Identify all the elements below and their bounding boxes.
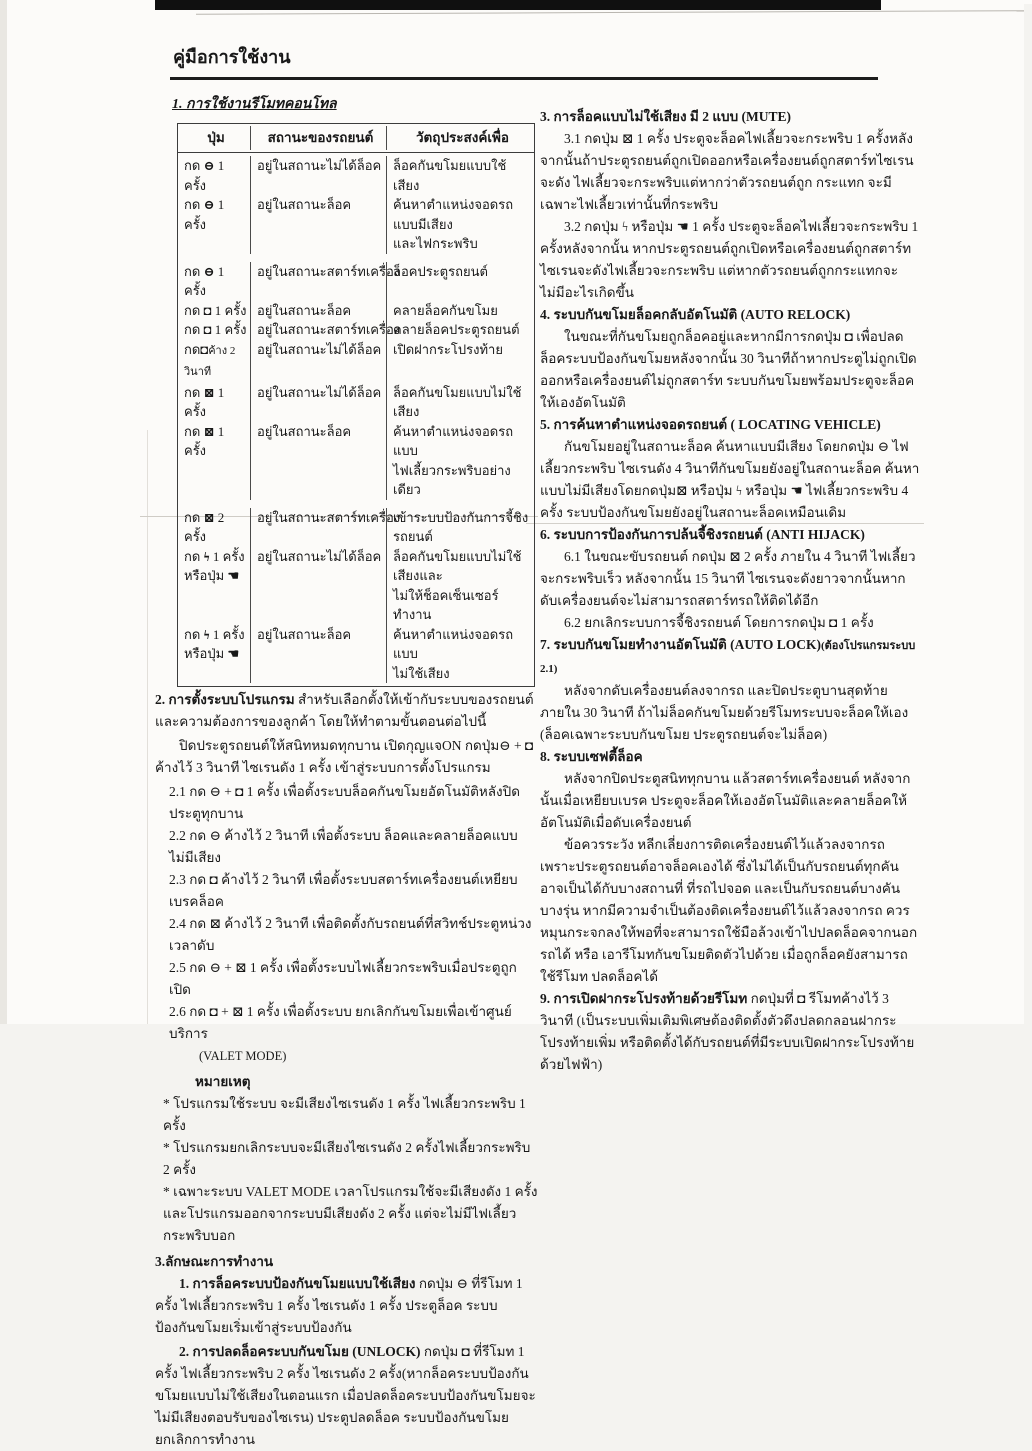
purpose-cell (386, 195, 534, 254)
section-2-lead-paragraph (155, 689, 538, 733)
table-row (178, 340, 534, 383)
count-label: 1 ครั้ง (212, 626, 245, 642)
status-cell: อยู่ในสถานะไม่ได้ล็อค (250, 156, 386, 195)
table-row (178, 547, 534, 625)
count-label: 1 ครั้ง (212, 548, 245, 564)
button-cell (178, 383, 250, 422)
program-step-2-4: 2.4 กด ⊠ ค้างไว้ 2 วินาที เพื่อติดตั้งกับรถยนต์ที่สวิทช์ประตูหน่วงเวลาดับ (169, 916, 532, 953)
count-label: 1 ครั้ง (184, 197, 225, 232)
table-row (178, 508, 534, 547)
trunk-release-text: กดปุ่มที่ ◘ รีโมทค้างไว้ 3 วินาที (เป็นระบบเพิ่มเติมพิเศษต้องติดตั้งตัวดึงปลดกลอนฝากระโปรงท้ายเพิ่ม หรือติดตั้งได้กับรถยนต์ที่มีระบบเปิดฝากระโปรงท้ายด้วยไฟฟ้า) (540, 991, 915, 1072)
press-label: กด (184, 626, 201, 642)
section-3-heading: 3.ลักษณะการทำงาน (155, 1254, 274, 1269)
trunk-release-paragraph (540, 988, 922, 1076)
status-cell: อยู่ในสถานะสตาร์ทเครื่อง (250, 262, 386, 301)
column-header-status: สถานะของรถยนต์ (250, 126, 386, 150)
purpose-cell: ล็อคกันขโมยแบบไม่ใช้เสียง (386, 383, 534, 422)
unlock-icon: ◘ (203, 322, 212, 337)
table-row (178, 383, 534, 422)
note-item: * โปรแกรมใช้ระบบ จะมีเสียงไซเรนดัง 1 ครั้ง ไฟเลี้ยวกระพริบ 1 ครั้ง (163, 1096, 526, 1133)
anti-hijack-paragraph-6-1: 6.1 ในขณะขับรถยนต์ กดปุ่ม ⊠ 2 ครั้ง ภายใน 4 วินาที ไฟเลี้ยวจะกระพริบเร็ว หลังจากนั้น 15 วินาที ไซเรนจะดังยาวจากนั้นหากดับเครื่องยนต์จะไม่สามารถสตาร์ทรถให้ติดได้อีก (540, 549, 916, 608)
purpose-cell (386, 422, 534, 500)
mute-icon: ⊠ (203, 423, 215, 439)
mute-icon: ⊠ (203, 509, 215, 525)
status-cell: อยู่ในสถานะล็อค (250, 195, 386, 254)
button-cell (178, 301, 250, 321)
button-cell (178, 340, 250, 383)
unlock-operation-lead: 2. การปลดล็อคระบบกันขโมย (UNLOCK) (179, 1344, 421, 1359)
mute-paragraph-3-1: 3.1 กดปุ่ม ⊠ 1 ครั้ง ประตูจะล็อคไฟเลี้ยวจะกระพริบ 1 ครั้งหลังจากนั้นถ้าประตูรถยนต์ถูกเปิดออกหรือเครื่องยนต์ถูกสตาร์ทไซเรนจะดัง ไฟเลี้ยวจะกระพริบแต่หากว่าตัวรถยนต์ถูก กระแทก จะมีเฉพาะไฟเลี้ยวเท่านั้นที่กระพริบ (540, 131, 914, 212)
safety-lock-heading: 8. ระบบเซฟตี้ล็อค (540, 749, 643, 764)
table-row (178, 262, 534, 301)
auto-relock-heading: 4. ระบบกันขโมยล็อคกลับอัตโนมัติ (AUTO RELOCK) (540, 307, 851, 322)
table-row-gap (178, 500, 534, 508)
section-2-heading: 2. การตั้งระบบโปรแกรม (155, 692, 295, 707)
column-header-purpose: วัตถุประสงค์เพื่อ (386, 126, 534, 150)
purpose-cell (386, 547, 534, 625)
lock-operation-paragraph (155, 1273, 538, 1339)
unlock-icon: ◘ (203, 302, 212, 318)
program-step-2-6: 2.6 กด ◘ + ⊠ 1 ครั้ง เพื่อตั้งระบบ ยกเลิกกันขโมยเพื่อเข้าศูนย์บริการ (169, 1004, 512, 1041)
purpose-line: ค้นหาตำแหน่งจอดรถแบบ (393, 423, 514, 458)
count-label: 1 ครั้ง (184, 263, 225, 298)
press-label: กด (184, 341, 201, 357)
table-row-gap (178, 254, 534, 262)
purpose-cell: คลายล็อคกันขโมย (386, 301, 534, 321)
press-label: กด (184, 197, 201, 212)
status-cell: อยู่ในสถานะล็อค (250, 301, 386, 321)
lock-icon: ⊖ (203, 197, 215, 212)
scan-left-margin (0, 0, 7, 1024)
button-cell (178, 320, 250, 340)
anti-hijack-paragraph-6-2: 6.2 ยกเลิกระบบการจี้ชิงรถยนต์ โดยการกดปุ่ม ◘ 1 ครั้ง (564, 615, 874, 630)
program-step-2-1: 2.1 กด ⊖ + ◘ 1 ครั้ง เพื่อตั้งระบบล็อคกันขโมยอัตโนมัติหลังปิดประตูทุกบาน (169, 784, 520, 821)
purpose-cell: เข้าระบบป้องกันการจี้ชิงรถยนต์ (386, 508, 534, 547)
table-header-separator (178, 152, 534, 153)
press-label: กด (184, 509, 201, 525)
hold-label: ค้าง 2 วินาที (184, 344, 236, 378)
press-label: กด (184, 384, 201, 400)
valet-mode-label: (VALET MODE) (199, 1049, 287, 1063)
auto-lock-paragraph: หลังจากดับเครื่องยนต์ลงจากรถ และปิดประตูบานสุดท้าย ภายใน 30 วินาที ถ้าไม่ล็อคกันขโมยด้วยรีโมทระบบจะล็อคให้เอง (ล็อคเฉพาะระบบกันขโมย ประตูรถยนต์จะไม่ล็อค) (540, 683, 909, 742)
purpose-cell: คลายล็อคประตูรถยนต์ (386, 320, 534, 340)
column-header-button: ปุ่ม (207, 130, 225, 145)
mute-paragraph-3-2: 3.2 กดปุ่ม ϟ หรือปุ่ม ☚ 1 ครั้ง ประตูจะล็อคไฟเลี้ยวจะกระพริบ 1 ครั้งหลังจากนั้น หากประตูรถยนต์ถูกเปิดหรือเครื่องยนต์ถูกสตาร์ท ไซเรนจะดังไฟเลี้ยวจะกระพริบ แต่หากตัวรถยนต์ถูกกระแทกจะไม่มีอะไรเกิดขึ้น (540, 219, 919, 300)
section-2-lead-text: สำหรับเลือกตั้งให้เข้ากับระบบของรถยนต์และความต้องการของลูกค้า โดยให้ทำตามขั้นตอนต่อไปนี้ (155, 692, 534, 729)
auto-relock-paragraph: ในขณะที่กันขโมยถูกล็อคอยู่และหากมีการกดปุ่ม ◘ เพื่อปลดล็อคระบบป้องกันขโมยหลังจากนั้น 30 วินาทีถ้าหากประตูไม่ถูกเปิดออกหรือเครื่องยนต์ไม่ถูกสตาร์ท ระบบกันขโมยพร้อมประตูจะล็อคให้เองอัตโนมัติ (540, 329, 917, 410)
button-cell (178, 625, 250, 684)
notes-heading: หมายเหตุ (195, 1074, 251, 1089)
status-cell: อยู่ในสถานะไม่ได้ล็อค (250, 547, 386, 625)
press-label: กด (184, 548, 201, 564)
safety-lock-caution-paragraph: ข้อควรระวัง หลีกเลี่ยงการติดเครื่องยนต์ไว้แล้วลงจากรถ เพราะประตูรถยนต์อาจล็อคเองได้ ซึ่งไม่ได้เป็นกับรถยนต์ทุกคัน อาจเป็นได้กับบางสถานที่ ที่รถไปจอด และเป็นกับรถยนต์บางคัน บางรุ่น หากมีความจำเป็นต้องติดเครื่องยนต์ไว้แล้วลงจากรถ ควรหมุนกระจกลงให้พอที่จะสามารถใช้มือล้วงเข้าไปปลดล็อคจากนอกรถได้ หรือ เอารีโมทกันขโมยติดตัวไปด้วย เมื่อถูกล็อคยังสามารถใช้รีโมท ปลดล็อคได้ (540, 837, 918, 984)
silent-icon: ϟ (203, 626, 210, 642)
program-step-2-5: 2.5 กด ⊖ + ⊠ 1 ครั้ง เพื่อตั้งระบบไฟเลี้ยวกระพริบเมื่อประตูถูกเปิด (169, 960, 517, 997)
count-label: 2 ครั้ง (184, 509, 225, 544)
count-label: 1 ครั้ง (214, 322, 247, 337)
purpose-line: ล็อคกันขโมยแบบไม่ใช้เสียงและ (393, 548, 522, 583)
auto-lock-heading-text: 7. ระบบกันขโมยทำงานอัตโนมัติ (AUTO LOCK) (540, 637, 821, 652)
scan-bar-notch (1024, 0, 1032, 4)
program-step-2-3: 2.3 กด ◘ ค้างไว้ 2 วินาที เพื่อตั้งระบบสตาร์ทเครื่องยนต์เหยียบเบรคล็อค (169, 872, 518, 909)
button-cell (178, 156, 250, 195)
auto-lock-heading (540, 634, 922, 680)
page-title: คู่มือการใช้งาน (173, 47, 291, 67)
status-cell: อยู่ในสถานะไม่ได้ล็อค (250, 340, 386, 383)
silent-icon: ϟ (203, 548, 210, 564)
purpose-line: และไฟกระพริบ (393, 236, 478, 251)
press-label: กด (184, 263, 201, 279)
purpose-line: ค้นหาตำแหน่งจอดรถแบบ (393, 626, 514, 661)
count-label: 1 ครั้ง (184, 158, 225, 193)
lock-operation-lead: 1. การล็อคระบบป้องกันขโมยแบบใช้เสียง (179, 1276, 416, 1291)
note-item: * โปรแกรมยกเลิกระบบจะมีเสียงไซเรนดัง 2 ครั้งไฟเลี้ยวกระพริบ 2 ครั้ง (163, 1140, 531, 1177)
purpose-line: ค้นหาตำแหน่งจอดรถ แบบมีเสียง (393, 197, 514, 232)
page-edge-line (147, 430, 148, 1024)
table-row (178, 320, 534, 340)
hand-icon: ☚ (227, 568, 240, 583)
count-label: 1 ครั้ง (184, 423, 225, 458)
purpose-cell: ล็อคประตูรถยนต์ (386, 262, 534, 301)
table-row (178, 195, 534, 254)
or-button-label: หรือปุ่ม (184, 568, 225, 583)
press-label: กด (184, 302, 201, 318)
program-step-2-2: 2.2 กด ⊖ ค้างไว้ 2 วินาที เพื่อตั้งระบบ ล็อคและคลายล็อคแบบไม่มีเสียง (169, 828, 518, 865)
hand-icon: ☚ (227, 646, 240, 661)
purpose-line: ไม่ใช้เสียง (393, 665, 450, 681)
table-row (178, 422, 534, 500)
trunk-release-heading: 9. การเปิดฝากระโปรงท้ายด้วยรีโมท (540, 991, 748, 1006)
remote-buttons-table (177, 123, 535, 687)
section-1-heading: 1. การใช้งานรีโมทคอนโทล (172, 97, 337, 112)
note-item: * เฉพาะระบบ VALET MODE เวลาโปรแกรมใช้จะมีเสียงดัง 1 ครั้ง และโปรแกรมออกจากระบบมีเสียงดัง 2 ครั้ง แต่จะไม่มีไฟเลี้ยวกระพริบบอก (163, 1184, 538, 1243)
or-button-label: หรือปุ่ม (184, 646, 225, 661)
count-label: 1 ครั้ง (214, 302, 247, 318)
unlock-icon: ◘ (200, 341, 209, 357)
press-label: กด (184, 423, 201, 439)
lock-icon: ⊖ (203, 158, 215, 173)
button-cell (178, 195, 250, 254)
scan-artifact-line-top (196, 10, 1024, 15)
purpose-line: ไม่ให้ช็อคเซ็นเซอร์ทำงาน (393, 587, 499, 622)
button-cell (178, 508, 250, 547)
lock-operation-text: กดปุ่ม ⊖ ที่รีโมท 1 ครั้ง ไฟเลี้ยวกระพริบ 1 ครั้ง ไซเรนดัง 1 ครั้ง ประตูล็อค ระบบป้องกันขโมยเริ่มเข้าสู่ระบบป้องกัน (155, 1276, 523, 1335)
scan-top-black-bar (155, 0, 881, 10)
purpose-line: ไฟเลี้ยวกระพริบอย่างเดียว (393, 462, 511, 497)
press-label: กด (184, 158, 201, 173)
anti-hijack-heading: 6. ระบบการป้องกันการปล้นจี้ชิงรถยนต์ (ANTI HIJACK) (540, 527, 865, 542)
status-cell: อยู่ในสถานะสตาร์ทเครื่อง (250, 320, 386, 340)
table-header-row (178, 126, 534, 150)
safety-lock-paragraph: หลังจากปิดประตูสนิททุกบาน แล้วสตาร์ทเครื่องยนต์ หลังจากนั้นเมื่อเหยียบเบรค ประตูจะล็อคให้เองอัตโนมัติและคลายล็อคให้อัตโนมัติเมื่อดับเครื่องยนต์ (540, 771, 911, 830)
left-column (155, 94, 538, 1451)
button-cell (178, 262, 250, 301)
unlock-operation-text: กดปุ่ม ◘ ที่รีโมท 1 ครั้ง ไฟเลี้ยวกระพริบ 2 ครั้ง ไซเรนดัง 2 ครั้ง(หากล็อคระบบป้องกันขโมยแบบไม่ใช้เสียงในตอนแรก เมื่อปลดล็อคระบบป้องกันขโมยจะไม่มีเสียงตอบรับของไซเรน) ประตูปลดล็อค ระบบป้องกันขโมยยกเลิกการทำงาน (155, 1344, 536, 1447)
right-column (540, 106, 922, 1076)
table-row (178, 156, 534, 195)
auto-lock-heading-note: (ต้องโปรแกรมระบบ 2.1) (540, 640, 916, 675)
table-row (178, 625, 534, 684)
purpose-cell: ล็อคกันขโมยแบบใช้เสียง (386, 156, 534, 195)
status-cell: อยู่ในสถานะล็อค (250, 422, 386, 500)
button-cell (178, 547, 250, 625)
title-rule (170, 77, 878, 80)
purpose-cell: เปิดฝากระโปรงท้าย (386, 340, 534, 383)
unlock-operation-paragraph (155, 1341, 538, 1451)
lock-icon: ⊖ (203, 263, 215, 279)
mute-icon: ⊠ (203, 384, 215, 400)
press-label: กด (184, 322, 201, 337)
locating-vehicle-heading: 5. การค้นหาตำแหน่งจอดรถยนต์ ( LOCATING VEHICLE) (540, 417, 881, 432)
purpose-cell (386, 625, 534, 684)
status-cell: อยู่ในสถานะสตาร์ทเครื่อง (250, 508, 386, 547)
section-2-intro-paragraph: ปิดประตูรถยนต์ให้สนิทหมดทุกบาน เปิดกุญแจON กดปุ่ม⊖ + ◘ ค้างไว้ 3 วินาที ไซเรนดัง 1 ครั้ง เข้าสู่ระบบการตั้งโปรแกรม (155, 738, 534, 775)
button-cell (178, 422, 250, 500)
status-cell: อยู่ในสถานะไม่ได้ล็อค (250, 383, 386, 422)
locating-vehicle-paragraph: กันขโมยอยู่ในสถานะล็อค ค้นหาแบบมีเสียง โดยกดปุ่ม ⊖ ไฟเลี้ยวกระพริบ ไซเรนดัง 4 วินาทีกันขโมยยังอยู่ในสถานะล็อค ค้นหาแบบไม่มีเสียงโดยกดปุ่ม⊠ หรือปุ่ม ϟ หรือปุ่ม ☚ ไฟเลี้ยวกระพริบ 4 ครั้ง ระบบป้องกันขโมยยังอยู่ในสถานะล็อคเหมือนเดิม (540, 439, 920, 520)
count-label: 1 ครั้ง (184, 384, 225, 419)
status-cell: อยู่ในสถานะล็อค (250, 625, 386, 684)
table-row (178, 301, 534, 321)
mute-section-heading: 3. การล็อคแบบไม่ใช้เสียง มี 2 แบบ (MUTE) (540, 109, 792, 124)
